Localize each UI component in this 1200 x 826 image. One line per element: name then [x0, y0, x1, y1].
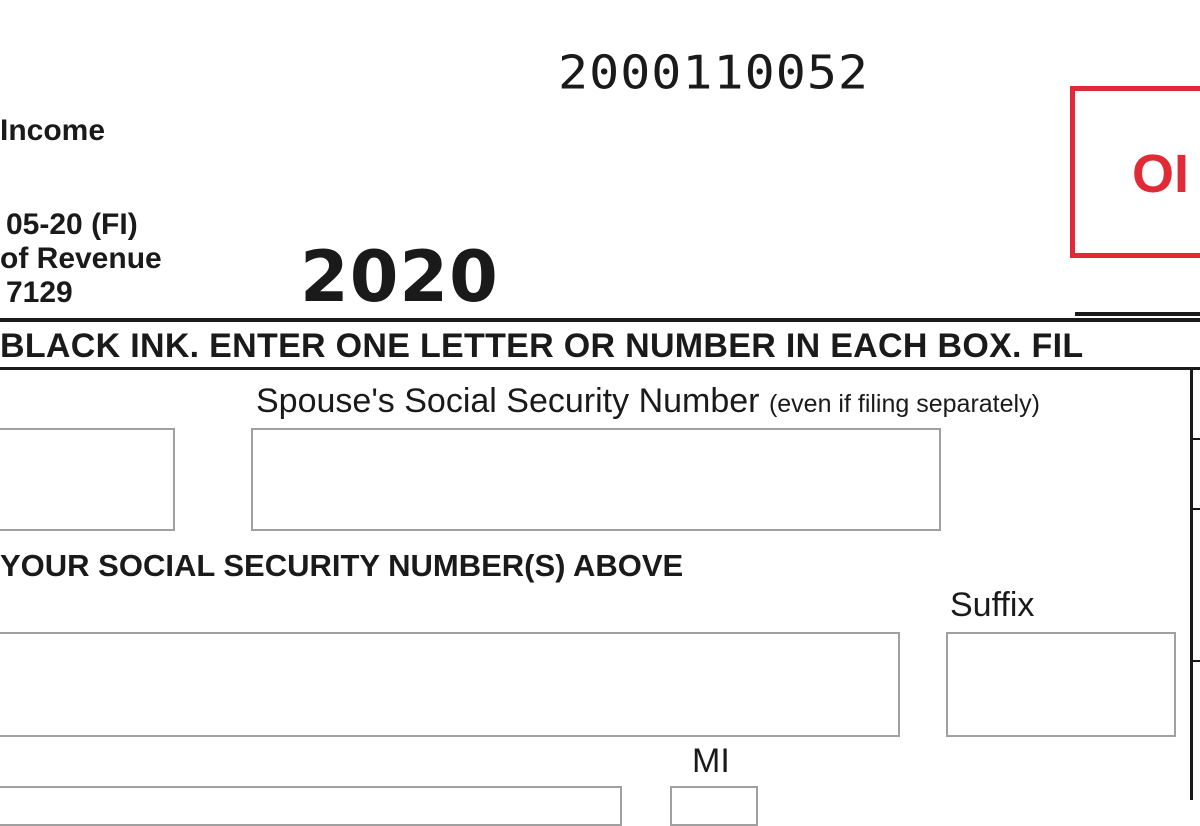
mi-field[interactable] — [670, 786, 758, 826]
suffix-field[interactable] — [946, 632, 1176, 737]
form-number-fragment: 7129 — [6, 276, 73, 309]
spouse-ssn-label — [256, 382, 1040, 421]
document-number: 2000110052 — [558, 46, 870, 100]
ssn-notice: YOUR SOCIAL SECURITY NUMBER(S) ABOVE — [0, 548, 684, 583]
spouse-ssn-label-text: Spouse's Social Security Number — [256, 382, 760, 420]
form-title-fragment: Income — [0, 114, 106, 147]
last-name-field[interactable] — [0, 632, 900, 737]
taxpayer-ssn-field[interactable] — [0, 428, 175, 531]
agency-name-fragment: of Revenue — [0, 242, 162, 275]
spouse-ssn-note: (even if filing separately) — [768, 390, 1040, 418]
instructions-banner: BLACK INK. ENTER ONE LETTER OR NUMBER IN EACH BOX. FIL — [0, 327, 1084, 365]
first-name-field[interactable] — [0, 786, 622, 826]
stamp-text: OI — [1132, 144, 1190, 204]
divider — [1075, 312, 1200, 316]
divider — [0, 367, 1200, 370]
divider — [1190, 508, 1200, 510]
form-revision-code: 05-20 (FI) — [6, 208, 138, 241]
divider — [0, 318, 1200, 322]
divider — [1190, 370, 1193, 800]
mi-label: MI — [692, 742, 730, 780]
suffix-label: Suffix — [950, 586, 1035, 624]
divider — [1190, 438, 1200, 440]
divider — [1190, 660, 1200, 662]
tax-year: 2020 — [300, 236, 499, 318]
spouse-ssn-field[interactable] — [251, 428, 941, 531]
